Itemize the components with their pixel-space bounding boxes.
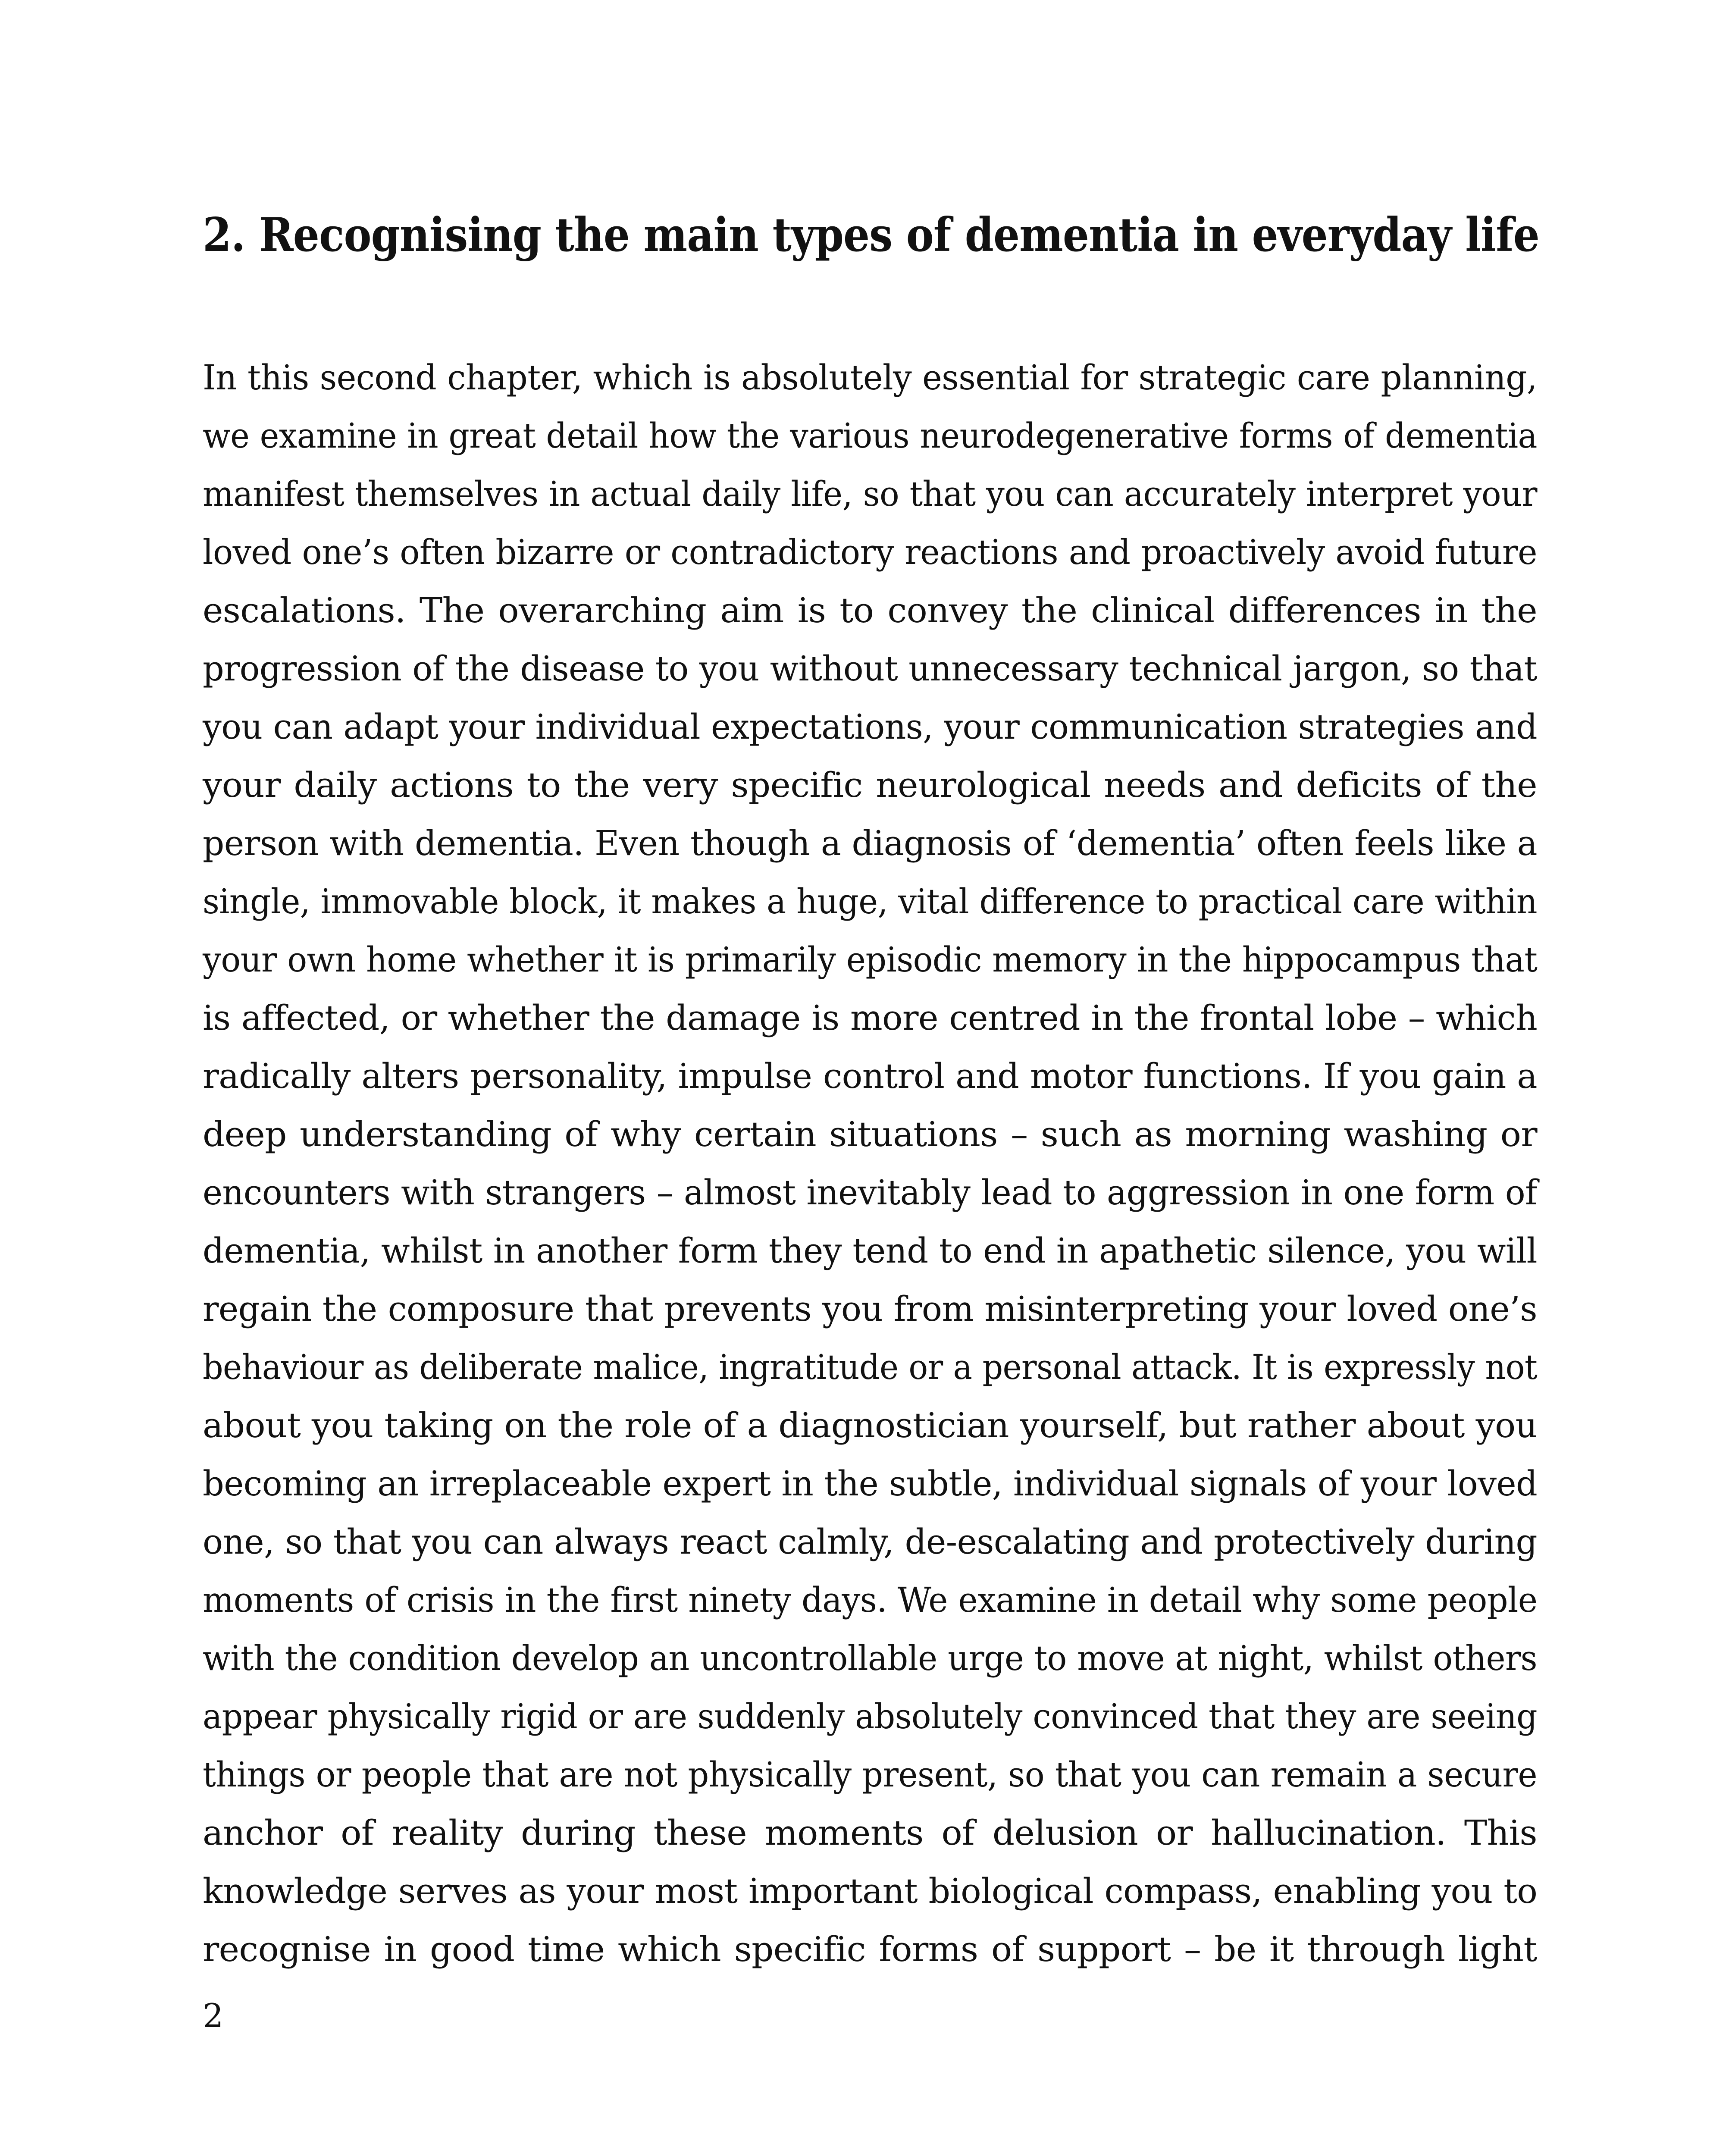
body-line: knowledge serves as your most important biological compass, enabling you to — [203, 1871, 1538, 1911]
body-line: dementia, whilst in another form they tend to end in apathetic silence, you will — [203, 1231, 1537, 1271]
body-line: your daily actions to the very specific neurological needs and deficits of the — [203, 765, 1537, 805]
body-line: recognise in good time which specific forms of support – be it through light — [203, 1929, 1537, 1969]
body-line: regain the composure that prevents you from misinterpreting your loved one’s — [203, 1289, 1537, 1329]
body-line: radically alters personality, impulse control and motor functions. If you gain a — [203, 1056, 1537, 1096]
body-line: things or people that are not physically present, so that you can remain a secure — [203, 1755, 1537, 1795]
body-line: moments of crisis in the first ninety days. We examine in detail why some people — [203, 1580, 1538, 1620]
body-line: is affected, or whether the damage is more centred in the frontal lobe – which — [203, 998, 1538, 1038]
body-line: you can adapt your individual expectations, your communication strategies and — [203, 707, 1537, 747]
body-line: one, so that you can always react calmly, de-escalating and protectively during — [203, 1522, 1537, 1562]
body-line: progression of the disease to you without unnecessary technical jargon, so that — [203, 649, 1538, 689]
body-line: escalations. The overarching aim is to convey the clinical differences in the — [203, 590, 1537, 630]
body-line: we examine in great detail how the various neurodegenerative forms of dementia — [203, 416, 1537, 456]
body-line: deep understanding of why certain situations – such as morning washing or — [203, 1114, 1537, 1154]
body-line: anchor of reality during these moments of delusion or hallucination. This — [203, 1813, 1537, 1853]
body-line: about you taking on the role of a diagnostician yourself, but rather about you — [203, 1405, 1538, 1445]
body-line: person with dementia. Even though a diagnosis of ‘dementia’ often feels like a — [203, 823, 1537, 863]
body-line: encounters with strangers – almost inevitably lead to aggression in one form of — [203, 1172, 1538, 1213]
body-line: single, immovable block, it makes a huge, vital difference to practical care within — [203, 881, 1537, 921]
chapter-title: 2. Recognising the main types of dementia in everyday life — [203, 208, 1539, 262]
body-line: your own home whether it is primarily episodic memory in the hippocampus that — [203, 940, 1538, 980]
body-line: In this second chapter, which is absolutely essential for strategic care planning, — [203, 357, 1537, 398]
body-line: manifest themselves in actual daily life, so that you can accurately interpret your — [203, 474, 1537, 514]
body-line: loved one’s often bizarre or contradictory reactions and proactively avoid future — [203, 532, 1537, 572]
page-number: 2 — [203, 1996, 224, 2035]
body-paragraph — [203, 348, 1537, 1978]
body-line: appear physically rigid or are suddenly absolutely convinced that they are seeing — [203, 1696, 1537, 1736]
body-line: with the condition develop an uncontrollable urge to move at night, whilst others — [203, 1638, 1537, 1678]
body-line: behaviour as deliberate malice, ingratitude or a personal attack. It is expressly not — [203, 1347, 1538, 1387]
body-line: becoming an irreplaceable expert in the subtle, individual signals of your loved — [203, 1463, 1538, 1504]
